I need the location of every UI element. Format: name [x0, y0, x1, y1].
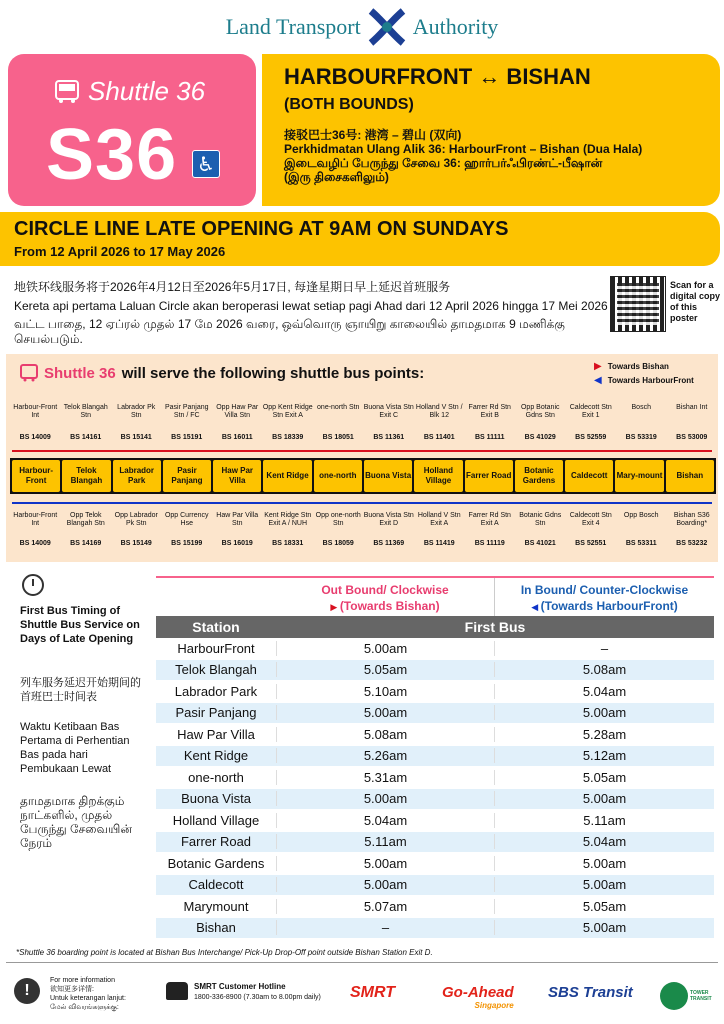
side-ta: தாமதமாக திறக்கும் நாட்களில், முதல் பேருந்து சேவையின் நேரம்: [20, 794, 132, 850]
bus-stop-name: Opp one-north Stn: [315, 512, 361, 527]
station-box: Pasir Panjang: [163, 460, 211, 492]
table-row: [156, 810, 714, 832]
station-box: one-north: [314, 460, 362, 492]
cell-station: Farrer Road: [180, 834, 252, 850]
cell-in: 5.11am: [494, 813, 714, 828]
arrow-left-icon: ◀: [594, 375, 602, 386]
bus-stop-name: Bishan Int: [676, 404, 708, 411]
cell-out: 5.31am: [276, 770, 494, 785]
bus-stop-code: BS 14009: [19, 540, 51, 547]
notice-ta: வட்ட பாதை, 12 ஏப்ரல் முதல் 17 மே 2026 வரை, ஒவ்வொரு ஞாயிறு காலையில் தாமதமாக 9 மணிக்கு செயல்படும்.: [14, 317, 565, 346]
cell-in: 5.05am: [494, 770, 714, 785]
bus-stop: [667, 512, 718, 548]
cell-in: –: [494, 641, 714, 656]
shuttle-code: S36: [46, 115, 178, 195]
station-box: Harbour-Front: [12, 460, 60, 492]
cell-station: HarbourFront: [177, 640, 255, 656]
table-row: [156, 660, 714, 682]
cell-out: 5.11am: [276, 834, 494, 849]
bus-stop-code: BS 11401: [423, 434, 455, 441]
logo-text-left: Land Transport: [225, 14, 361, 39]
bus-stop-name: Opp Currency Hse: [164, 512, 209, 527]
station-box: Telok Blangah: [62, 460, 110, 492]
bus-stop: [263, 404, 314, 442]
bus-stop-name: Opp Labrador Pk Stn: [114, 512, 158, 527]
bus-stop: [61, 404, 112, 442]
bus-stop: [616, 404, 667, 442]
bus-stop: [465, 404, 516, 442]
bus-stop-name: Caldecott Stn Exit 1: [569, 404, 612, 419]
side-en: First Bus Timing of Shuttle Bus Service on Days of Late Opening: [20, 605, 140, 645]
bus-stop-code: BS 53311: [625, 540, 657, 547]
bus-stop-name: Botanic Gdns Stn: [519, 512, 562, 527]
table-header-row: [156, 616, 714, 638]
bus-stop-code: BS 53009: [676, 434, 708, 441]
cell-in: 5.00am: [494, 877, 714, 892]
bus-stop: [313, 404, 364, 442]
bus-stop-name: Holland V Stn Exit A: [417, 512, 461, 527]
cell-out: 5.26am: [276, 748, 494, 763]
station-box: Kent Ridge: [263, 460, 311, 492]
shuttle-banner: [8, 54, 256, 206]
bus-stop-code: BS 11361: [373, 434, 405, 441]
cell-out: 5.00am: [276, 856, 494, 871]
bus-stop: [515, 404, 566, 442]
smrt-logo: SMRT: [350, 984, 396, 1001]
bus-stop-name: Telok Blangah Stn: [63, 404, 108, 419]
cell-station: Pasir Panjang: [175, 705, 257, 721]
bus-stop: [162, 404, 213, 442]
station-box: Bishan: [666, 460, 714, 492]
station-box: Holland Village: [414, 460, 462, 492]
bus-stop-code: BS 11369: [373, 540, 405, 547]
phone-icon: [166, 982, 188, 1000]
side-ms: Waktu Ketibaan Bas Pertama di Perhentian Bas pada hari Pembukaan Lewat: [20, 721, 130, 775]
table-row: [156, 703, 714, 725]
map-legend: ▶ Towards Bishan ◀ Towards HarbourFront: [594, 361, 694, 386]
cell-station: Buona Vista: [181, 791, 251, 807]
bus-stop: [667, 404, 718, 442]
cell-in: 5.04am: [494, 834, 714, 849]
station-row: [10, 458, 716, 494]
bus-stop-name: Opp Bosch: [623, 512, 659, 519]
route-ms: Perkhidmatan Ulang Alik 36: HarbourFront – Bishan (Dua Hala): [284, 142, 643, 156]
info-text: For more information 欲知更多详情: Untuk keterangan lanjut: மேல் விவரங்களுக்கு:: [50, 977, 126, 1011]
bus-stop-code: BS 18331: [272, 540, 304, 547]
table-row: [156, 918, 714, 940]
bus-stop-code: BS 41029: [524, 434, 556, 441]
bus-stop: [212, 404, 263, 442]
table-row: [156, 724, 714, 746]
cell-out: 5.00am: [276, 877, 494, 892]
bus-stop-code: BS 14009: [19, 434, 51, 441]
bus-stop: [212, 512, 263, 548]
route-banner: [262, 54, 720, 206]
tower-transit-logo-icon: [660, 982, 688, 1010]
late-opening-banner: [0, 212, 720, 266]
cell-out: 5.10am: [276, 684, 494, 699]
bus-stop-name: Pasir Panjang Stn / FC: [164, 404, 209, 419]
cell-station: Kent Ridge: [183, 748, 249, 764]
route-map: [6, 354, 718, 562]
map-title: Shuttle 36 will serve the following shuttle bus points:: [20, 364, 424, 382]
cell-out: 5.08am: [276, 727, 494, 742]
footer-divider: [6, 962, 718, 963]
clock-icon: [22, 574, 44, 596]
bus-stop-code: BS 11119: [474, 540, 505, 547]
route-bounds: (BOTH BOUNDS): [284, 96, 414, 113]
notice-ms: Kereta api pertama Laluan Circle akan beroperasi lewat setiap pagi Ahad dari 12 April 2026 hingga 17 Mei 2026: [14, 299, 608, 313]
table-row: [156, 767, 714, 789]
cell-in: 5.00am: [494, 856, 714, 871]
bus-stop-name: Opp Haw Par Villa Stn: [216, 404, 259, 419]
bus-stop-name: Labrador Pk Stn: [117, 404, 156, 419]
cell-in: 5.00am: [494, 791, 714, 806]
bus-stop: [414, 404, 465, 442]
bus-stop: [414, 512, 465, 548]
station-box: Haw Par Villa: [213, 460, 261, 492]
station-box: Mary-mount: [615, 460, 663, 492]
cell-in: 5.04am: [494, 684, 714, 699]
cell-station: Labrador Park: [174, 683, 258, 699]
bus-stop-code: BS 15141: [120, 434, 152, 441]
station-box: Botanic Gardens: [515, 460, 563, 492]
bus-stop-name: Opp Kent Ridge Stn Exit A: [262, 404, 313, 419]
cell-in: 5.00am: [494, 920, 714, 935]
bus-stop: [515, 512, 566, 548]
late-title: CIRCLE LINE LATE OPENING AT 9AM ON SUNDAYS: [14, 218, 509, 240]
late-dates: From 12 April 2026 to 17 May 2026: [14, 244, 226, 259]
goahead-logo: Go-Ahead Singapore: [442, 984, 514, 1010]
route-ta2: (இரு திசைகளிலும்): [284, 170, 389, 184]
bus-stop: [111, 404, 162, 442]
table-row: [156, 681, 714, 703]
cell-station: Haw Par Villa: [177, 726, 255, 742]
station-box: Farrer Road: [465, 460, 513, 492]
bus-stop: [313, 512, 364, 548]
bus-stop-code: BS 18339: [272, 434, 304, 441]
bus-stop-name: Haw Par Villa Stn: [216, 512, 259, 527]
hotline: SMRT Customer Hotline 1800-336-8900 (7.30am to 8.00pm daily): [194, 982, 321, 1001]
cell-in: 5.12am: [494, 748, 714, 763]
cell-out: 5.00am: [276, 641, 494, 656]
bus-stop: [61, 512, 112, 548]
route-title: HARBOURFRONT ↔ BISHAN: [284, 64, 591, 89]
bus-stop-code: BS 14169: [70, 540, 102, 547]
bus-stop-code: BS 15149: [120, 540, 152, 547]
timing-head: [156, 576, 714, 616]
bus-stop-name: Opp Telok Blangah Stn: [66, 512, 105, 527]
notice-zh: 地铁环线服务将于2026年4月12日至2026年5月17日, 每逢星期日早上延迟首班服务: [14, 280, 451, 294]
station-box: Labrador Park: [113, 460, 161, 492]
bus-stop-code: BS 53232: [676, 540, 708, 547]
sbs-transit-logo: SBS Transit: [548, 984, 633, 1001]
bus-stop: [566, 512, 617, 548]
bus-stop: [162, 512, 213, 548]
bus-stop: [263, 512, 314, 548]
bus-stop-name: Caldecott Stn Exit 4: [569, 512, 612, 527]
bus-stop-code: BS 11419: [423, 540, 455, 547]
outbound-header: Out Bound/ Clockwise ▶ (Towards Bishan): [321, 583, 449, 613]
table-row: [156, 896, 714, 918]
lta-mark-icon: [365, 7, 409, 47]
bus-stop-code: BS 18051: [322, 434, 354, 441]
qr-code[interactable]: [610, 276, 666, 332]
cell-out: –: [276, 920, 494, 935]
cell-out: 5.00am: [276, 705, 494, 720]
bus-stop-name: Harbour-Front Int: [13, 404, 58, 419]
bus-icon: [54, 80, 80, 104]
bus-stop-code: BS 52551: [575, 540, 607, 547]
tower-transit-label: TOWER TRANSIT: [690, 990, 712, 1002]
cell-out: 5.04am: [276, 813, 494, 828]
station-box: Buona Vista: [364, 460, 412, 492]
qr-caption: Scan for a digital copy of this poster: [670, 280, 721, 323]
cell-out: 5.05am: [276, 662, 494, 677]
bus-stop-name: Opp Botanic Gdns Stn: [520, 404, 560, 419]
bus-stop-name: Kent Ridge Stn Exit A / NUH: [264, 512, 312, 527]
wheelchair-icon: ♿: [192, 150, 220, 178]
cell-station: Telok Blangah: [175, 662, 257, 678]
station-box: Caldecott: [565, 460, 613, 492]
bus-stop-code: BS 41021: [524, 540, 556, 547]
outbound-line: [12, 450, 712, 452]
bus-stop-code: BS 16019: [221, 540, 253, 547]
cell-out: 5.00am: [276, 791, 494, 806]
table-row: [156, 853, 714, 875]
col-station: Station: [192, 619, 240, 635]
bus-stop-name: Farrer Rd Stn Exit A: [468, 512, 511, 527]
bus-stop-name: Bishan S36 Boarding*: [673, 512, 710, 527]
bus-stop: [111, 512, 162, 548]
bus-stop: [10, 512, 61, 548]
inbound-stops: [10, 512, 718, 548]
outbound-stops: [10, 404, 718, 442]
timing-table: [156, 576, 714, 939]
cell-station: Holland Village: [172, 812, 260, 828]
table-row: [156, 746, 714, 768]
route-multilingual: [284, 128, 720, 184]
info-icon: !: [14, 978, 40, 1004]
table-row: [156, 638, 714, 660]
logo-text-right: Authority: [412, 14, 499, 39]
bus-stop: [364, 512, 415, 548]
bus-icon: [20, 364, 38, 382]
bus-stop-name: Harbour-Front Int: [13, 512, 58, 527]
route-zh: 接驳巴士36号: 港湾 – 碧山 (双向): [284, 128, 462, 142]
inbound-line: [12, 502, 712, 504]
table-row: [156, 875, 714, 897]
cell-in: 5.08am: [494, 662, 714, 677]
bus-stop-code: BS 15199: [171, 540, 203, 547]
bus-stop-name: one-north Stn: [317, 404, 360, 411]
table-row: [156, 789, 714, 811]
cell-in: 5.05am: [494, 899, 714, 914]
inbound-header: In Bound/ Counter-Clockwise ◀ (Towards HarbourFront): [494, 578, 714, 616]
cell-station: one-north: [188, 769, 244, 785]
col-first-bus: First Bus: [464, 619, 526, 635]
bus-stop-code: BS 14161: [70, 434, 102, 441]
timing-rows: [156, 638, 714, 939]
cell-out: 5.07am: [276, 899, 494, 914]
bus-stop-name: Farrer Rd Stn Exit B: [468, 404, 511, 419]
bus-stop-code: BS 16011: [221, 434, 253, 441]
cell-station: Bishan: [196, 920, 236, 936]
bus-stop-code: BS 15191: [171, 434, 203, 441]
cell-station: Marymount: [183, 898, 249, 914]
bus-stop-name: Buona Vista Stn Exit D: [363, 512, 414, 527]
lta-logo: [0, 6, 724, 48]
bus-stop: [616, 512, 667, 548]
cell-in: 5.28am: [494, 727, 714, 742]
table-row: [156, 832, 714, 854]
shuttle-name: Shuttle 36: [54, 76, 205, 107]
bus-stop-code: BS 11111: [474, 434, 505, 441]
bus-stop-name: Buona Vista Stn Exit C: [363, 404, 414, 419]
bus-stop-name: Holland V Stn / Blk 12: [415, 404, 463, 419]
cell-in: 5.00am: [494, 705, 714, 720]
bus-stop-code: BS 52559: [575, 434, 607, 441]
bus-stop: [566, 404, 617, 442]
footnote: *Shuttle 36 boarding point is located at Bishan Bus Interchange/ Pick-Up Drop-Off point outside Bishan Station Exit D.: [16, 948, 433, 957]
bus-stop-code: BS 53319: [625, 434, 657, 441]
side-zh: 列车服务延迟开始期间的首班巴士时间表: [20, 677, 141, 703]
bus-stop-code: BS 18059: [322, 540, 354, 547]
cell-station: Botanic Gardens: [167, 855, 265, 871]
route-ta1: இடைவழிப் பேருந்து சேவை 36: ஹார்பர்ஃபிரண்ட்-பீஷான்: [284, 156, 603, 170]
cell-station: Caldecott: [188, 877, 244, 893]
bus-stop: [10, 404, 61, 442]
arrow-right-icon: ▶: [594, 361, 602, 372]
bus-stop: [364, 404, 415, 442]
bus-stop-name: Bosch: [631, 404, 651, 411]
bus-stop: [465, 512, 516, 548]
